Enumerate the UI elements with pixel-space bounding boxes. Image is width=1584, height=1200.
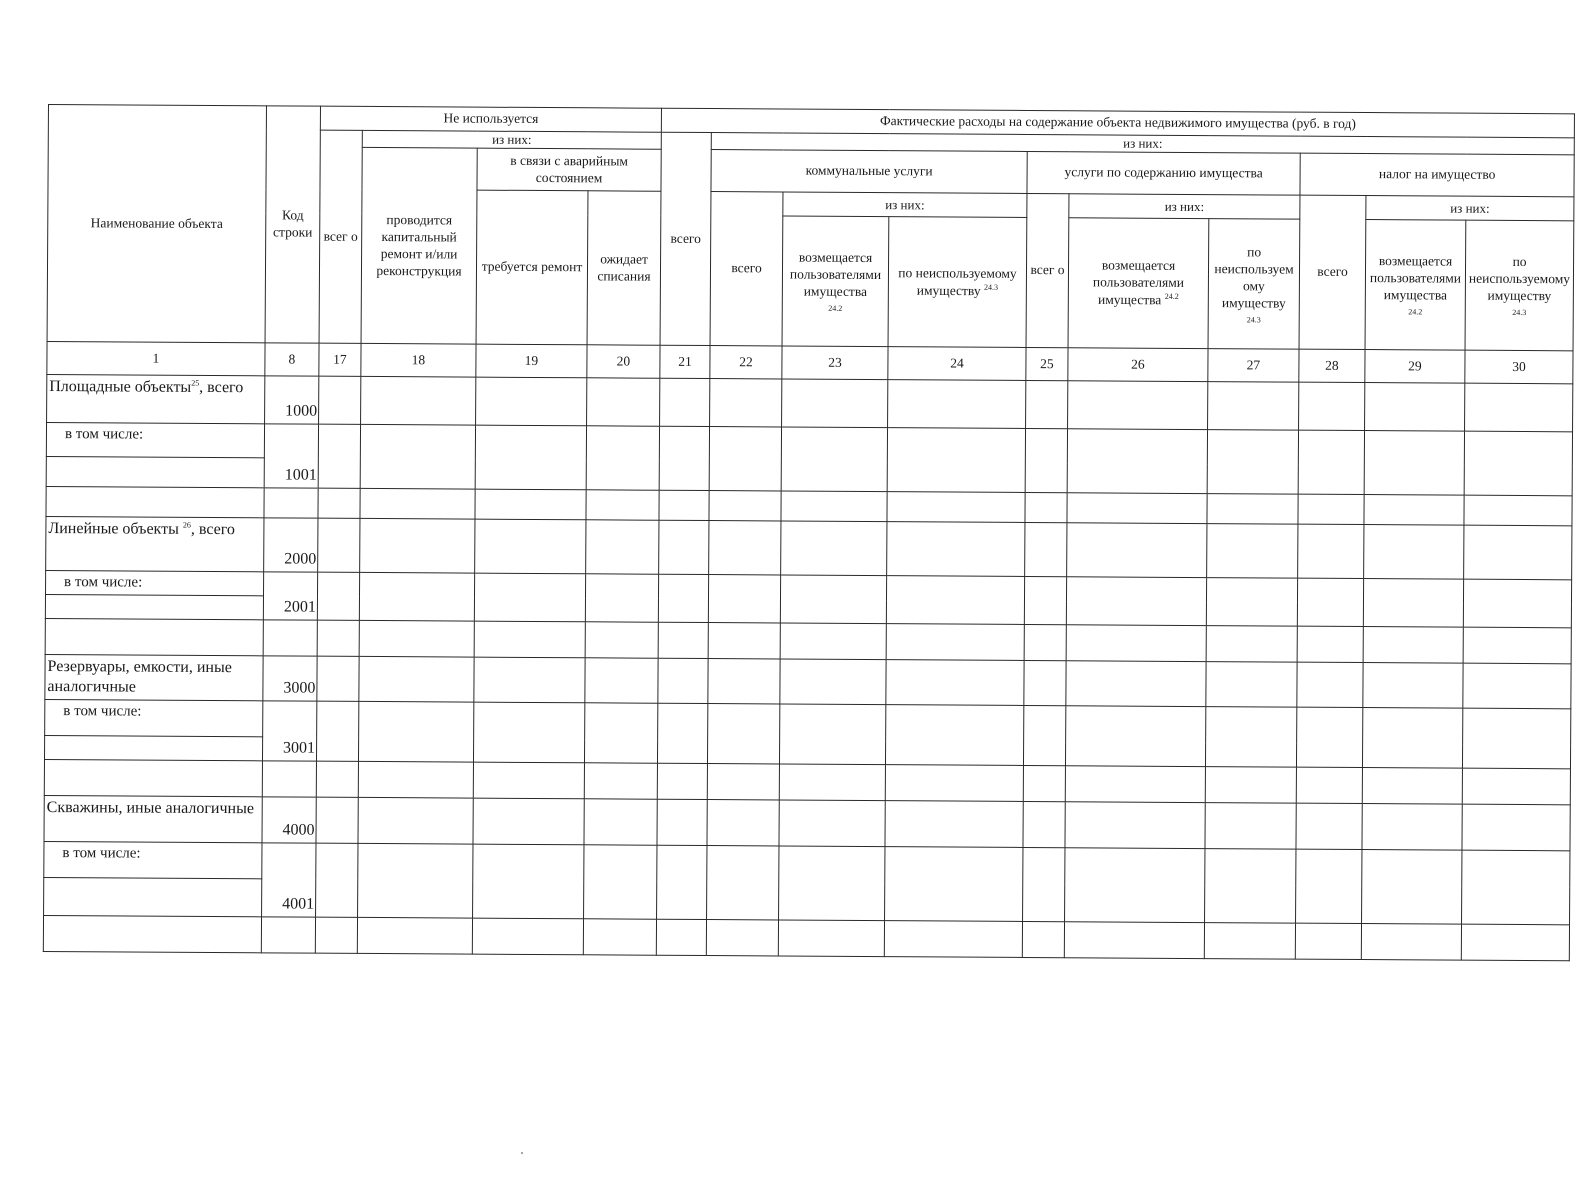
data-cell[interactable] [317, 572, 359, 620]
property-expenses-table [43, 104, 1575, 961]
data-cell[interactable] [1464, 525, 1572, 580]
data-cell[interactable] [1465, 383, 1573, 432]
data-cell[interactable] [45, 618, 263, 655]
data-cell[interactable] [586, 490, 659, 520]
data-cell[interactable] [587, 378, 660, 426]
data-cell[interactable] [1204, 923, 1295, 960]
data-cell[interactable] [1066, 706, 1206, 767]
header-expenses-of-them: из них: [711, 133, 1574, 156]
data-cell[interactable] [585, 658, 658, 703]
data-cell[interactable] [316, 843, 358, 917]
data-cell[interactable] [1207, 494, 1298, 525]
column-number: 18 [361, 344, 476, 378]
header-tax-reimbursed: возмещается пользователями имущества 24.2 [1365, 220, 1466, 351]
header-emergency: в связи с аварийным состоянием [477, 148, 661, 191]
data-cell[interactable] [1296, 767, 1362, 803]
column-number: 26 [1068, 348, 1208, 382]
data-cell[interactable] [886, 705, 1024, 766]
data-cell[interactable] [1463, 708, 1571, 769]
column-number: 28 [1299, 349, 1365, 382]
data-cell[interactable] [1206, 707, 1297, 768]
data-cell[interactable] [1024, 660, 1066, 705]
data-cell[interactable] [1065, 848, 1205, 923]
data-cell[interactable] [586, 520, 659, 574]
data-cell[interactable] [45, 594, 263, 619]
data-cell[interactable] [1207, 524, 1298, 579]
data-cell[interactable] [46, 457, 264, 488]
column-number: 22 [710, 346, 782, 379]
data-cell[interactable] [1205, 803, 1296, 850]
data-cell[interactable] [357, 917, 472, 954]
data-cell[interactable] [473, 702, 584, 763]
row-label: Площадные объекты$^{25}$, всего [47, 375, 265, 424]
header-tax-unused: по неиспользуемому имуществу 24.3 [1465, 220, 1574, 351]
data-cell[interactable] [361, 377, 476, 426]
data-cell[interactable] [1463, 663, 1571, 709]
column-number: 21 [660, 345, 710, 378]
data-cell[interactable] [44, 759, 262, 796]
data-cell[interactable] [358, 797, 473, 844]
data-cell[interactable] [264, 488, 318, 518]
column-number: 29 [1365, 350, 1465, 384]
table-row [46, 517, 1572, 580]
row-label: Резервуары, емкости, иные аналогичные [45, 654, 263, 700]
data-cell[interactable] [781, 427, 887, 492]
data-cell[interactable] [657, 763, 707, 799]
data-cell[interactable] [887, 522, 1025, 577]
header-row-code: Код строки [265, 106, 320, 344]
data-cell[interactable] [473, 844, 584, 919]
data-cell[interactable] [709, 491, 781, 521]
data-cell[interactable] [583, 919, 656, 955]
column-number: 17 [319, 343, 361, 376]
data-cell[interactable] [1462, 850, 1570, 925]
data-cell[interactable] [1299, 382, 1365, 430]
header-capital-repair: проводится капитальный ремонт и/или реконструкция [361, 148, 477, 345]
data-cell[interactable] [474, 573, 585, 621]
data-cell[interactable] [474, 657, 585, 703]
data-cell[interactable] [781, 521, 887, 576]
header-not-used-total: всег о [319, 130, 362, 344]
data-cell[interactable] [1362, 850, 1462, 925]
data-cell[interactable] [1295, 923, 1361, 959]
row-code: 4000 [262, 797, 316, 843]
data-cell[interactable] [1025, 523, 1067, 577]
header-awaiting-writeoff: ожидает списания [587, 191, 661, 345]
data-cell[interactable] [359, 620, 474, 657]
data-cell[interactable] [1297, 662, 1363, 707]
data-cell[interactable] [1297, 626, 1363, 662]
data-cell[interactable] [656, 919, 706, 955]
data-cell[interactable] [658, 658, 708, 703]
data-cell[interactable] [778, 920, 884, 957]
data-cell[interactable] [1064, 922, 1204, 959]
header-utilities-total: всего [710, 192, 783, 346]
header-utilities-unused: по неиспользуемому имуществу $^{24.3}$ [888, 217, 1027, 348]
data-cell[interactable] [315, 917, 357, 953]
data-cell[interactable] [782, 379, 888, 428]
data-cell[interactable] [1024, 577, 1066, 625]
row-code: 1000 [265, 376, 319, 424]
data-cell[interactable] [707, 846, 779, 920]
data-cell[interactable] [1298, 524, 1364, 578]
data-cell[interactable] [473, 798, 584, 845]
data-cell[interactable] [659, 490, 709, 520]
data-cell[interactable] [779, 764, 885, 801]
data-cell[interactable] [360, 519, 475, 574]
header-not-used: Не используется [320, 106, 661, 132]
data-cell[interactable] [262, 761, 316, 797]
data-cell[interactable] [475, 519, 586, 574]
data-cell[interactable] [1463, 627, 1571, 664]
data-cell[interactable] [1298, 430, 1364, 494]
column-number: 19 [476, 344, 587, 378]
data-cell[interactable] [1065, 802, 1205, 849]
data-cell[interactable] [1363, 627, 1463, 664]
column-number: 23 [782, 346, 888, 380]
data-cell[interactable] [884, 921, 1022, 958]
data-cell[interactable] [317, 620, 359, 656]
data-cell[interactable] [1024, 624, 1066, 660]
data-cell[interactable] [1298, 494, 1364, 524]
data-cell[interactable] [472, 918, 583, 955]
data-cell[interactable] [1205, 849, 1296, 924]
data-cell[interactable] [1208, 382, 1299, 431]
data-cell[interactable] [1067, 429, 1207, 494]
data-cell[interactable] [1462, 804, 1570, 851]
data-cell[interactable] [1067, 523, 1207, 578]
data-cell[interactable] [708, 575, 780, 623]
data-cell[interactable] [887, 492, 1025, 523]
data-cell[interactable] [1296, 803, 1362, 849]
row-code: 4001 [262, 843, 316, 917]
data-cell[interactable] [1296, 849, 1362, 923]
data-cell[interactable] [585, 622, 658, 658]
data-cell[interactable] [585, 574, 658, 622]
data-cell[interactable] [1023, 801, 1065, 847]
data-cell[interactable] [708, 659, 780, 704]
data-cell[interactable] [1025, 429, 1067, 493]
data-cell[interactable] [1361, 924, 1461, 961]
data-cell[interactable] [658, 574, 708, 622]
header-repair-required: требуется ремонт [476, 190, 588, 345]
data-cell[interactable] [1363, 663, 1463, 709]
data-cell[interactable] [1205, 767, 1296, 804]
data-cell[interactable] [706, 920, 778, 956]
row-code: 3000 [263, 656, 317, 701]
column-number: 27 [1208, 349, 1299, 383]
header-tax-total: всего [1299, 195, 1366, 349]
data-cell[interactable] [263, 620, 317, 656]
column-number: 8 [265, 343, 319, 376]
data-cell[interactable] [584, 763, 657, 799]
data-cell[interactable] [43, 915, 261, 952]
data-cell[interactable] [1207, 430, 1298, 495]
data-cell[interactable] [1067, 493, 1207, 524]
data-cell[interactable] [657, 845, 707, 919]
data-cell[interactable] [1024, 705, 1066, 765]
row-code: 2000 [264, 518, 318, 572]
data-cell[interactable] [708, 704, 780, 764]
data-cell[interactable] [261, 917, 315, 953]
data-cell[interactable] [46, 487, 264, 518]
data-cell[interactable] [1364, 495, 1464, 526]
data-cell[interactable] [885, 847, 1023, 922]
header-tax-of-them: из них: [1366, 196, 1574, 221]
data-cell[interactable] [780, 623, 886, 660]
column-number: 1 [47, 342, 265, 376]
data-cell[interactable] [1362, 768, 1462, 805]
header-actual-expenses: Фактические расходы на содержание объекта недвижимого имущества (руб. в год) [661, 108, 1574, 138]
data-cell[interactable] [781, 491, 887, 522]
data-cell[interactable] [358, 843, 473, 918]
data-cell[interactable] [1463, 579, 1571, 627]
column-number: 30 [1465, 350, 1573, 384]
header-maintenance-reimbursed: возмещается пользователями имущества $^{24.2}$ [1068, 218, 1209, 349]
data-cell[interactable] [360, 425, 475, 490]
data-cell[interactable] [584, 703, 657, 763]
data-cell[interactable] [1362, 804, 1462, 851]
data-cell[interactable] [886, 576, 1024, 625]
row-label: в том числе: [46, 571, 264, 596]
data-cell[interactable] [474, 621, 585, 658]
data-cell[interactable] [1461, 924, 1569, 961]
data-cell[interactable] [1066, 625, 1206, 662]
data-cell[interactable] [658, 703, 708, 763]
header-maintenance: услуги по содержанию имущества [1027, 152, 1300, 196]
header-utilities-reimbursed: возмещается пользователями имущества 24.2 [782, 216, 889, 347]
data-cell[interactable] [1464, 431, 1572, 496]
data-cell[interactable] [707, 764, 779, 800]
data-cell[interactable] [779, 800, 885, 847]
header-property-tax: налог на имущество [1300, 153, 1574, 197]
data-cell[interactable] [316, 797, 358, 843]
row-label: в том числе: [46, 423, 264, 458]
header-utilities: коммунальные услуги [711, 150, 1027, 194]
data-cell[interactable] [1206, 578, 1297, 626]
data-cell[interactable] [1066, 661, 1206, 707]
data-cell[interactable] [707, 800, 779, 846]
data-cell[interactable] [319, 376, 361, 424]
data-cell[interactable] [1206, 626, 1297, 663]
data-cell[interactable] [1363, 579, 1463, 627]
data-cell[interactable] [1022, 921, 1064, 957]
data-cell[interactable] [359, 573, 474, 621]
data-cell[interactable] [1023, 765, 1065, 801]
column-number: 24 [888, 347, 1026, 381]
data-cell[interactable] [318, 518, 360, 572]
data-cell[interactable] [660, 378, 710, 426]
data-cell[interactable] [780, 704, 886, 765]
data-cell[interactable] [1066, 577, 1206, 626]
column-number: 20 [587, 345, 660, 378]
header-object-name: Наименование объекта [47, 105, 266, 344]
data-cell[interactable] [584, 799, 657, 845]
data-cell[interactable] [358, 761, 473, 798]
data-cell[interactable] [316, 701, 358, 761]
header-maintenance-total: всег о [1026, 194, 1069, 348]
row-label: в том числе: [44, 841, 262, 878]
data-cell[interactable] [779, 846, 885, 921]
data-cell[interactable] [317, 656, 359, 701]
data-cell[interactable] [1206, 662, 1297, 708]
data-cell[interactable] [710, 379, 782, 427]
row-code: 1001 [264, 424, 318, 488]
data-cell[interactable] [475, 489, 586, 520]
data-cell[interactable] [885, 801, 1023, 848]
data-cell[interactable] [1364, 525, 1464, 580]
data-cell[interactable] [885, 765, 1023, 802]
row-label: Линейные объекты $^{26}$, всего [46, 517, 264, 572]
scan-speck [521, 1152, 523, 1154]
data-cell[interactable] [887, 428, 1025, 493]
data-cell[interactable] [1025, 493, 1067, 523]
row-label: Скважины, иные аналогичные [44, 795, 262, 842]
data-cell[interactable] [476, 377, 587, 426]
column-number: 25 [1026, 348, 1068, 381]
data-cell[interactable] [475, 425, 586, 490]
data-cell[interactable] [709, 521, 781, 575]
header-not-used-of-them: из них: [362, 130, 661, 149]
data-cell[interactable] [888, 380, 1026, 429]
header-maintenance-unused: по неиспользуемому имуществу 24.3 [1208, 219, 1300, 350]
data-cell[interactable] [709, 427, 781, 491]
data-cell[interactable] [318, 488, 360, 518]
data-cell[interactable] [1364, 431, 1464, 496]
data-cell[interactable] [359, 656, 474, 702]
data-cell[interactable] [586, 426, 659, 490]
row-code: 2001 [263, 572, 317, 620]
data-cell[interactable] [708, 623, 780, 659]
data-cell[interactable] [1365, 383, 1465, 432]
form-sheet [43, 104, 1574, 961]
data-cell[interactable] [658, 622, 708, 658]
data-cell[interactable] [1464, 495, 1572, 526]
data-cell[interactable] [1068, 381, 1208, 430]
data-cell[interactable] [1462, 768, 1570, 805]
data-cell[interactable] [1023, 847, 1065, 921]
header-expenses-total: всего [660, 132, 711, 346]
data-cell[interactable] [1065, 766, 1205, 803]
data-cell[interactable] [657, 799, 707, 845]
header-maintenance-of-them: из них: [1069, 194, 1300, 219]
data-cell[interactable] [473, 762, 584, 799]
data-cell[interactable] [659, 426, 709, 490]
data-cell[interactable] [358, 701, 473, 762]
data-cell[interactable] [1363, 708, 1463, 769]
data-cell[interactable] [584, 845, 657, 919]
data-cell[interactable] [1026, 381, 1068, 429]
data-cell[interactable] [44, 735, 262, 760]
data-cell[interactable] [659, 520, 709, 574]
data-cell[interactable] [1297, 707, 1363, 767]
row-code: 3001 [262, 701, 316, 761]
data-cell[interactable] [44, 877, 262, 916]
data-cell[interactable] [780, 659, 886, 705]
row-label: в том числе: [45, 699, 263, 736]
data-cell[interactable] [886, 624, 1024, 661]
data-cell[interactable] [886, 660, 1024, 706]
data-cell[interactable] [318, 424, 360, 488]
data-cell[interactable] [780, 575, 886, 623]
data-cell[interactable] [316, 761, 358, 797]
data-cell[interactable] [1297, 578, 1363, 626]
header-utilities-of-them: из них: [783, 192, 1027, 217]
data-cell[interactable] [360, 489, 475, 520]
